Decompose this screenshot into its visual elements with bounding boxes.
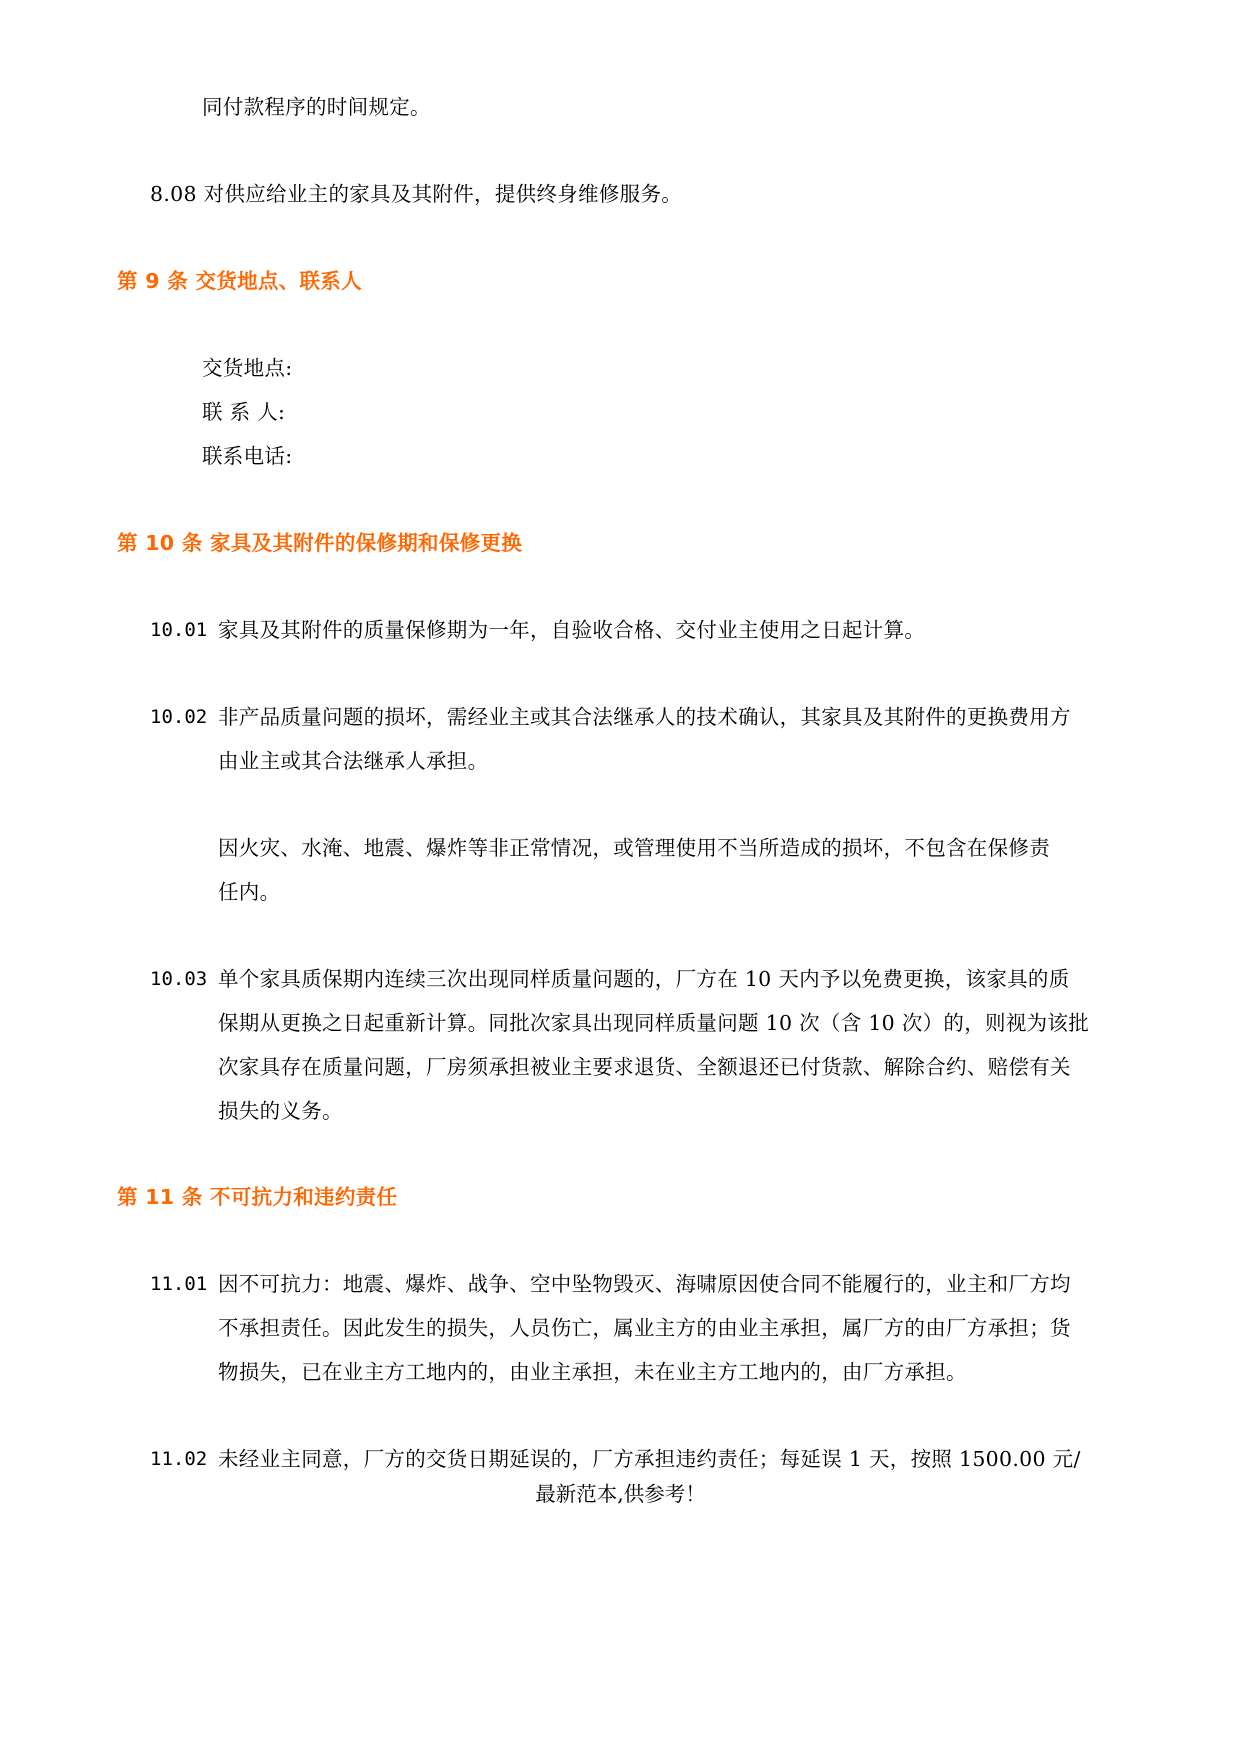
clause-11-02-line: 未经业主同意，厂方的交货日期延误的，厂方承担违约责任；每延误 1 天，按照 1500.00 元/ <box>218 1447 1081 1471</box>
contact-phone-label: 联系电话: <box>202 444 293 468</box>
clause-11-01-line: 不承担责任。因此发生的损失，人员伤亡，属业主方的由业主承担，属厂方的由厂方承担；货 <box>218 1316 1071 1340</box>
clause-number: 11.01 <box>150 1273 208 1295</box>
clause-number: 10.03 <box>150 968 208 990</box>
clause-10-02-note-line: 任内。 <box>218 880 281 904</box>
clause-11-01-line: 物损失，已在业主方工地内的，由业主承担，未在业主方工地内的，由厂方承担。 <box>218 1360 967 1384</box>
page-footer: 最新范本,供参考！ <box>535 1482 706 1506</box>
paragraph-continuation: 同付款程序的时间规定。 <box>202 95 431 119</box>
clause-10-02-line: 由业主或其合法继承人承担。 <box>218 749 489 773</box>
delivery-place-label: 交货地点: <box>202 356 293 380</box>
heading-article-11: 第 11 条 不可抗力和违约责任 <box>117 1185 398 1209</box>
clause-10-02-note-line: 因火灾、水淹、地震、爆炸等非正常情况，或管理使用不当所造成的损坏，不包含在保修责 <box>218 836 1050 860</box>
clause-number: 11.02 <box>150 1448 208 1470</box>
contact-person-label: 联 系 人: <box>202 400 286 424</box>
clause-number: 10.02 <box>150 706 208 728</box>
clause-10-03-line: 次家具存在质量问题，厂房须承担被业主要求退货、全额退还已付货款、解除合约、赔偿有关 <box>218 1055 1071 1079</box>
heading-article-9: 第 9 条 交货地点、联系人 <box>117 269 362 293</box>
clause-11-01-line: 因不可抗力：地震、爆炸、战争、空中坠物毁灭、海啸原因使合同不能履行的，业主和厂方均 <box>218 1272 1071 1296</box>
clause-8-08: 8.08 对供应给业主的家具及其附件，提供终身维修服务。 <box>150 182 683 206</box>
clause-10-03-line: 损失的义务。 <box>218 1099 343 1123</box>
clause-10-03-line: 单个家具质保期内连续三次出现同样质量问题的，厂方在 10 天内予以免费更换，该家具的质 <box>218 967 1070 991</box>
clause-10-02-line: 非产品质量问题的损坏，需经业主或其合法继承人的技术确认，其家具及其附件的更换费用方 <box>218 705 1071 729</box>
heading-article-10: 第 10 条 家具及其附件的保修期和保修更换 <box>117 531 523 555</box>
clause-10-03-line: 保期从更换之日起重新计算。同批次家具出现同样质量问题 10 次（含 10 次）的，则视为该批 <box>218 1011 1090 1035</box>
clause-number: 10.01 <box>150 619 208 641</box>
clause-10-01-line: 家具及其附件的质量保修期为一年，自验收合格、交付业主使用之日起计算。 <box>218 618 926 642</box>
